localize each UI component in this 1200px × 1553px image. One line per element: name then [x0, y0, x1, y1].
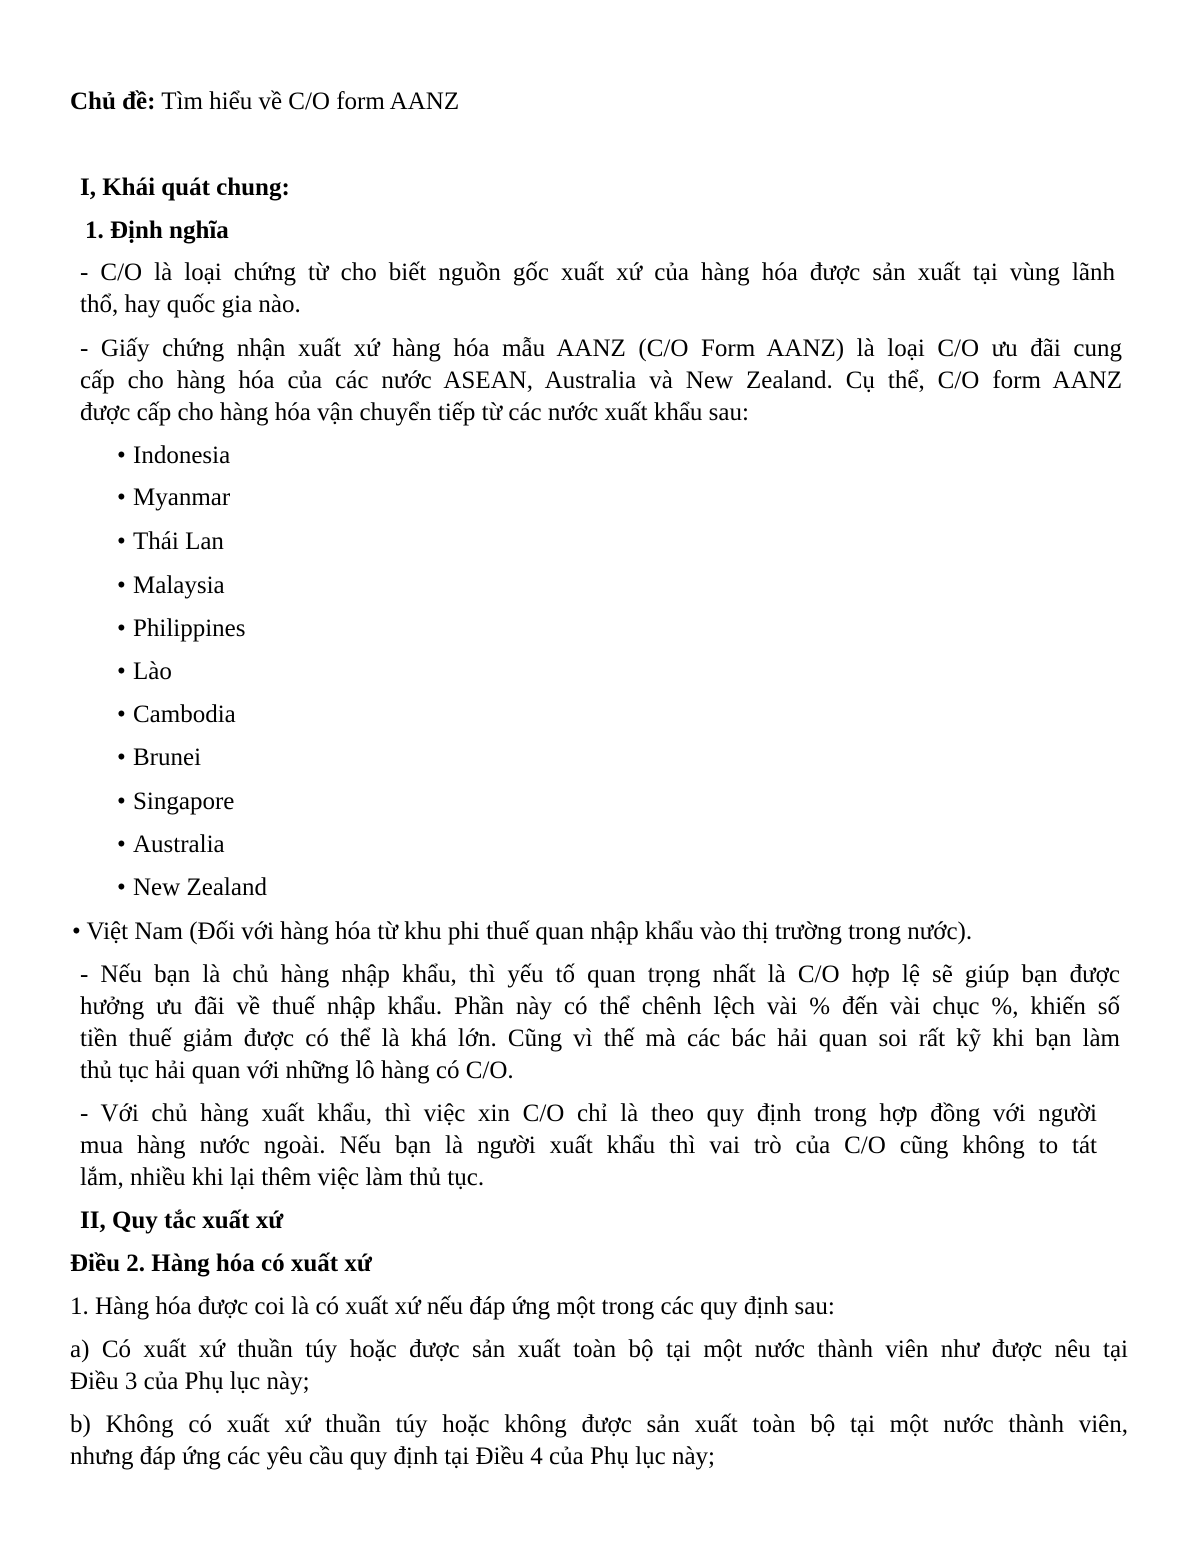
country-list-item: [117, 699, 236, 731]
bullet: •: [117, 788, 126, 815]
para2-line2: cấp cho hàng hóa của các nước ASEAN, Australia và New Zealand. Cụ thể, C/O form AANZ: [80, 367, 1122, 394]
section2-heading: II, Quy tắc xuất xứ: [80, 1207, 284, 1234]
topic-text: Tìm hiểu về C/O form AANZ: [155, 88, 460, 115]
country-list-item: [117, 526, 224, 558]
bullet: •: [117, 572, 126, 599]
country-name: Brunei: [133, 744, 202, 771]
country-name: Singapore: [133, 788, 235, 815]
bullet: •: [117, 831, 126, 858]
bullet: •: [117, 744, 126, 771]
section1-heading: I, Khái quát chung:: [80, 174, 290, 201]
country-list-item: [117, 872, 267, 904]
country-name: Lào: [133, 658, 172, 685]
definition-subheading: 1. Định nghĩa: [85, 217, 229, 244]
country-list-item: [117, 482, 230, 514]
country-name: New Zealand: [133, 874, 267, 901]
country-list-item: [117, 440, 230, 472]
country-name: Thái Lan: [133, 528, 224, 555]
itemB-line1: b) Không có xuất xứ thuần túy hoặc không được sản xuất toàn bộ tại một nước thành viên,: [70, 1411, 1128, 1438]
bullet: •: [117, 658, 126, 685]
para3-line4: thủ tục hải quan với những lô hàng có C/O.: [80, 1057, 514, 1084]
bullet: •: [117, 528, 126, 555]
country-name: Philippines: [133, 615, 246, 642]
country-name: Malaysia: [133, 572, 225, 599]
country-name: Myanmar: [133, 484, 231, 511]
country-list-item: [117, 613, 246, 645]
para2-line3: được cấp cho hàng hóa vận chuyển tiếp từ các nước xuất khẩu sau:: [80, 399, 749, 426]
para4-line3: lắm, nhiều khi lại thêm việc làm thủ tục.: [80, 1164, 485, 1191]
country-list-item: [117, 570, 225, 602]
para4-line1: - Với chủ hàng xuất khẩu, thì việc xin C/O chỉ là theo quy định trong hợp đồng với người: [80, 1100, 1097, 1127]
bullet: •: [117, 484, 126, 511]
country-list-item: [117, 829, 225, 861]
country-list-item: [117, 656, 172, 688]
topic-label: Chủ đề:: [70, 88, 156, 115]
article-heading: Điều 2. Hàng hóa có xuất xứ: [70, 1250, 372, 1277]
bullet: •: [117, 442, 126, 469]
country-list-item: [117, 786, 234, 818]
topic-line: [70, 86, 459, 118]
bullet: •: [117, 874, 126, 901]
itemA-line1: a) Có xuất xứ thuần túy hoặc được sản xuất toàn bộ tại một nước thành viên như được nêu tại: [70, 1336, 1128, 1363]
para1-line1: - C/O là loại chứng từ cho biết nguồn gốc xuất xứ của hàng hóa được sản xuất tại vùng lãnh: [80, 259, 1115, 286]
country-name: Cambodia: [133, 701, 236, 728]
para3-line2: hưởng ưu đãi về thuế nhập khẩu. Phần này có thể chênh lệch vài % đến vài chục %, khiến số: [80, 993, 1120, 1020]
item1-line: 1. Hàng hóa được coi là có xuất xứ nếu đáp ứng một trong các quy định sau:: [70, 1293, 835, 1320]
para3-line3: tiền thuế giảm được có thể là khá lớn. Cũng vì thế mà các bác hải quan soi rất kỹ khi bạn làm: [80, 1025, 1120, 1052]
para4-line2: mua hàng nước ngoài. Nếu bạn là người xuất khẩu thì vai trò của C/O cũng không to tát: [80, 1132, 1097, 1159]
para3-line1: - Nếu bạn là chủ hàng nhập khẩu, thì yếu tố quan trọng nhất là C/O hợp lệ sẽ giúp bạn được: [80, 961, 1120, 988]
country-name: Indonesia: [133, 442, 231, 469]
country-name: Australia: [133, 831, 225, 858]
vietnam-line: • Việt Nam (Đối với hàng hóa từ khu phi thuế quan nhập khẩu vào thị trường trong nước).: [72, 918, 973, 945]
country-list-item: [117, 742, 201, 774]
para2-line1: - Giấy chứng nhận xuất xứ hàng hóa mẫu AANZ (C/O Form AANZ) là loại C/O ưu đãi cung: [80, 335, 1122, 362]
itemA-line2: Điều 3 của Phụ lục này;: [70, 1368, 310, 1395]
bullet: •: [117, 701, 126, 728]
itemB-line2: nhưng đáp ứng các yêu cầu quy định tại Điều 4 của Phụ lục này;: [70, 1443, 715, 1470]
bullet: •: [117, 615, 126, 642]
para1-line2: thổ, hay quốc gia nào.: [80, 291, 301, 318]
